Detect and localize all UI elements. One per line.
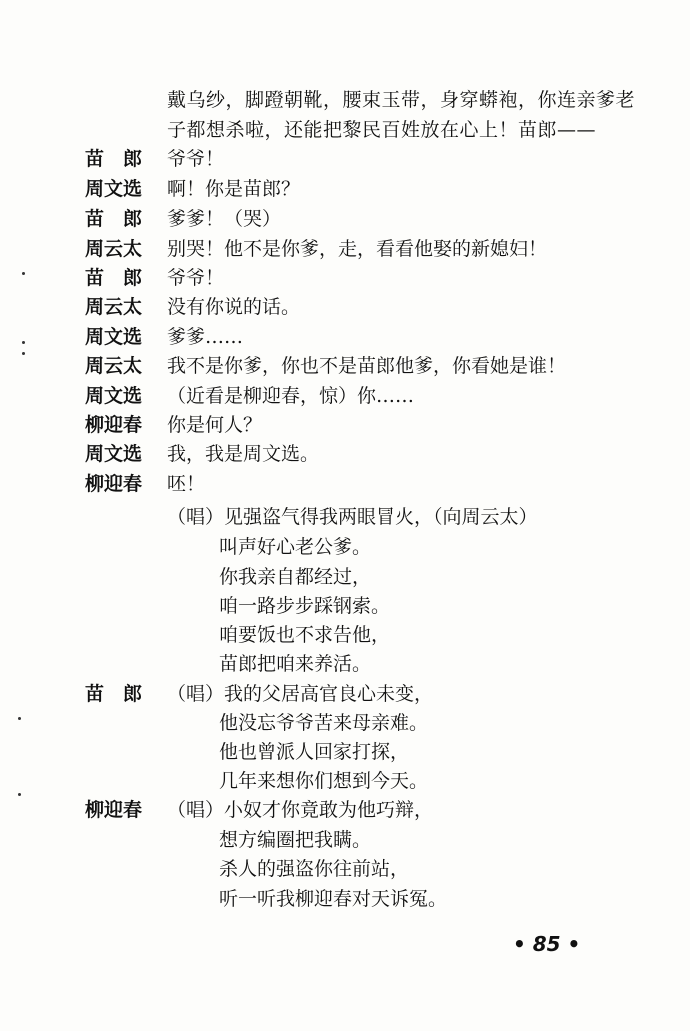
dialogue-text: 没有你说的话。 bbox=[167, 296, 301, 318]
continuation-line-1: 戴乌纱，脚蹬朝靴，腰束玉带，身穿蟒袍，你连亲爹老 bbox=[167, 89, 636, 111]
speaker-name: 柳迎春 bbox=[85, 799, 143, 821]
dialogue-text: 爹爹…… bbox=[167, 326, 244, 348]
song-verse: 杀人的强盗你往前站， bbox=[219, 858, 410, 880]
speaker-name: 苗 郎 bbox=[85, 683, 143, 705]
speaker-name: 周云太 bbox=[85, 296, 143, 318]
song-cue: （唱）见强盗气得我两眼冒火，（向周云太） bbox=[167, 506, 538, 528]
scan-speck bbox=[18, 717, 21, 720]
scan-speck bbox=[18, 793, 21, 796]
speaker-name: 周云太 bbox=[85, 238, 143, 260]
dialogue-text: 我不是你爹，你也不是苗郎他爹，你看她是谁！ bbox=[167, 355, 567, 377]
dialogue-text: 爷爷！ bbox=[167, 267, 225, 289]
song-verse: 咱要饭也不求告他， bbox=[219, 624, 391, 646]
speaker-name: 苗 郎 bbox=[85, 267, 143, 289]
speaker-name: 周云太 bbox=[85, 355, 143, 377]
speaker-name: 苗 郎 bbox=[85, 208, 143, 230]
speaker-name: 苗 郎 bbox=[85, 148, 143, 170]
scan-speck bbox=[22, 341, 25, 344]
speaker-name: 周文选 bbox=[85, 326, 143, 348]
song-verse: 叫声好心老公爹。 bbox=[219, 536, 372, 558]
dialogue-text: 啊！你是苗郎？ bbox=[167, 178, 301, 200]
speaker-name: 柳迎春 bbox=[85, 414, 143, 436]
dialogue-text: 你是何人？ bbox=[167, 414, 263, 436]
song-verse: 听一听我柳迎春对天诉冤。 bbox=[219, 888, 448, 910]
song-verse: 他也曾派人回家打探， bbox=[219, 741, 410, 763]
continuation-line-2: 子都想杀啦，还能把黎民百姓放在心上！苗郎—— bbox=[167, 119, 597, 141]
speaker-name: 周文选 bbox=[85, 385, 143, 407]
page-number: • 85 • bbox=[513, 932, 581, 956]
dialogue-text: 爹爹！（哭） bbox=[167, 208, 282, 230]
song-verse: 想方编圈把我瞒。 bbox=[219, 829, 372, 851]
speaker-name: 周文选 bbox=[85, 178, 143, 200]
song-verse: 你我亲自都经过， bbox=[219, 566, 372, 588]
dialogue-text: （近看是柳迎春，惊）你…… bbox=[167, 385, 415, 407]
song-cue: （唱）我的父居高官良心未变， bbox=[167, 683, 434, 705]
speaker-name: 周文选 bbox=[85, 443, 143, 465]
song-cue: （唱）小奴才你竟敢为他巧辩， bbox=[167, 799, 434, 821]
dialogue-text: 别哭！他不是你爹，走，看看他娶的新媳妇！ bbox=[167, 238, 548, 260]
song-verse: 几年来想你们想到今天。 bbox=[219, 770, 429, 792]
scan-speck bbox=[22, 352, 25, 355]
scan-speck bbox=[22, 272, 25, 275]
song-verse: 他没忘爷爷苦来母亲难。 bbox=[219, 712, 429, 734]
dialogue-text: 爷爷！ bbox=[167, 148, 225, 170]
dialogue-text: 呸！ bbox=[167, 473, 206, 495]
song-verse: 咱一路步步踩钢索。 bbox=[219, 595, 391, 617]
dialogue-text: 我，我是周文选。 bbox=[167, 443, 320, 465]
song-verse: 苗郎把咱来养活。 bbox=[219, 653, 372, 675]
speaker-name: 柳迎春 bbox=[85, 473, 143, 495]
